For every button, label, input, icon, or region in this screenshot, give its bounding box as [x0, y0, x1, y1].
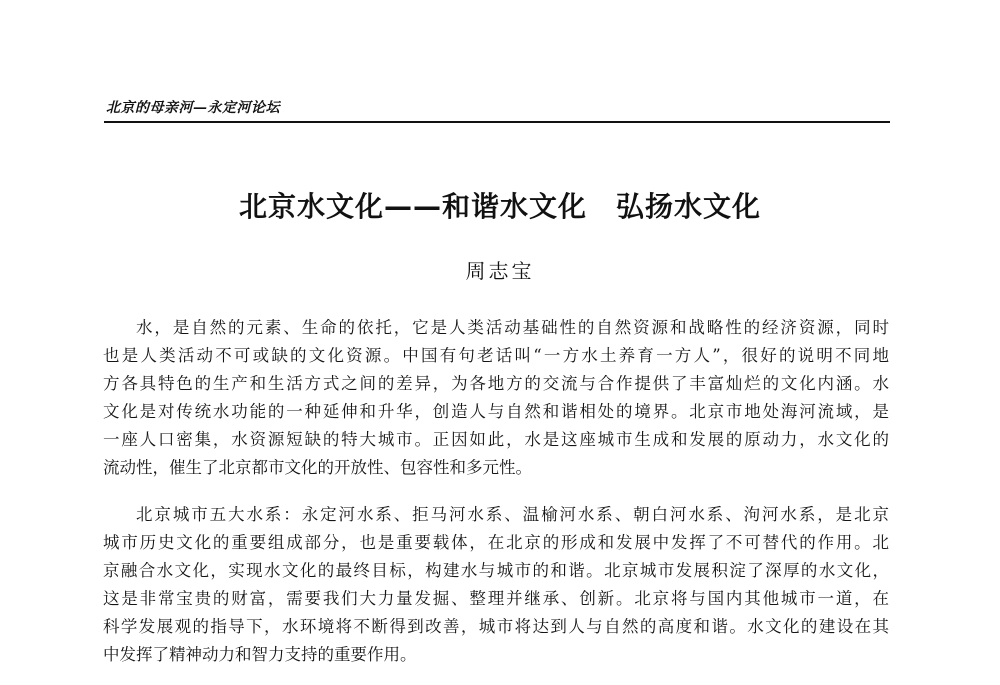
text-line: 中发挥了精神动力和智力支持的重要作用。 — [103, 645, 417, 664]
article-author: 周志宝 — [465, 259, 535, 283]
text-line: 北京城市五大水系：永定河水系、拒马河水系、温榆河水系、朝白河水系、泃河水系，是北京 — [136, 505, 889, 524]
text-line: 文化是对传统水功能的一种延伸和升华，创造人与自然和谐相处的境界。北京市地处海河流域，是 — [103, 402, 889, 421]
paragraph-2 — [103, 501, 889, 669]
paragraph-1 — [103, 314, 889, 482]
text-line: 水，是自然的元素、生命的依托，它是人类活动基础性的自然资源和战略性的经济资源，同时 — [136, 318, 889, 337]
text-line: 城市历史文化的重要组成部分，也是重要载体，在北京的形成和发展中发挥了不可替代的作用。北 — [103, 533, 889, 552]
header-rule — [104, 121, 890, 123]
text-line: 流动性，催生了北京都市文化的开放性、包容性和多元性。 — [103, 458, 532, 477]
text-line: 方各具特色的生产和生活方式之间的差异，为各地方的交流与合作提供了丰富灿烂的文化内涵。水 — [103, 374, 889, 393]
running-head: 北京的母亲河—永定河论坛 — [106, 100, 280, 116]
article-title: 北京水文化——和谐水文化 弘扬水文化 — [238, 190, 761, 223]
text-line: 一座人口密集，水资源短缺的特大城市。正因如此，水是这座城市生成和发展的原动力，水文化的 — [103, 430, 889, 449]
text-line: 京融合水文化，实现水文化的最终目标，构建水与城市的和谐。北京城市发展积淀了深厚的水文化， — [103, 561, 889, 580]
text-line: 这是非常宝贵的财富，需要我们大力量发掘、整理并继承、创新。北京将与国内其他城市一道，在 — [103, 589, 889, 608]
text-line: 也是人类活动不可或缺的文化资源。中国有句老话叫“一方水土养育一方人”，很好的说明不同地 — [103, 346, 889, 365]
text-line: 科学发展观的指导下，水环境将不断得到改善，城市将达到人与自然的高度和谐。水文化的建设在其 — [103, 617, 889, 636]
